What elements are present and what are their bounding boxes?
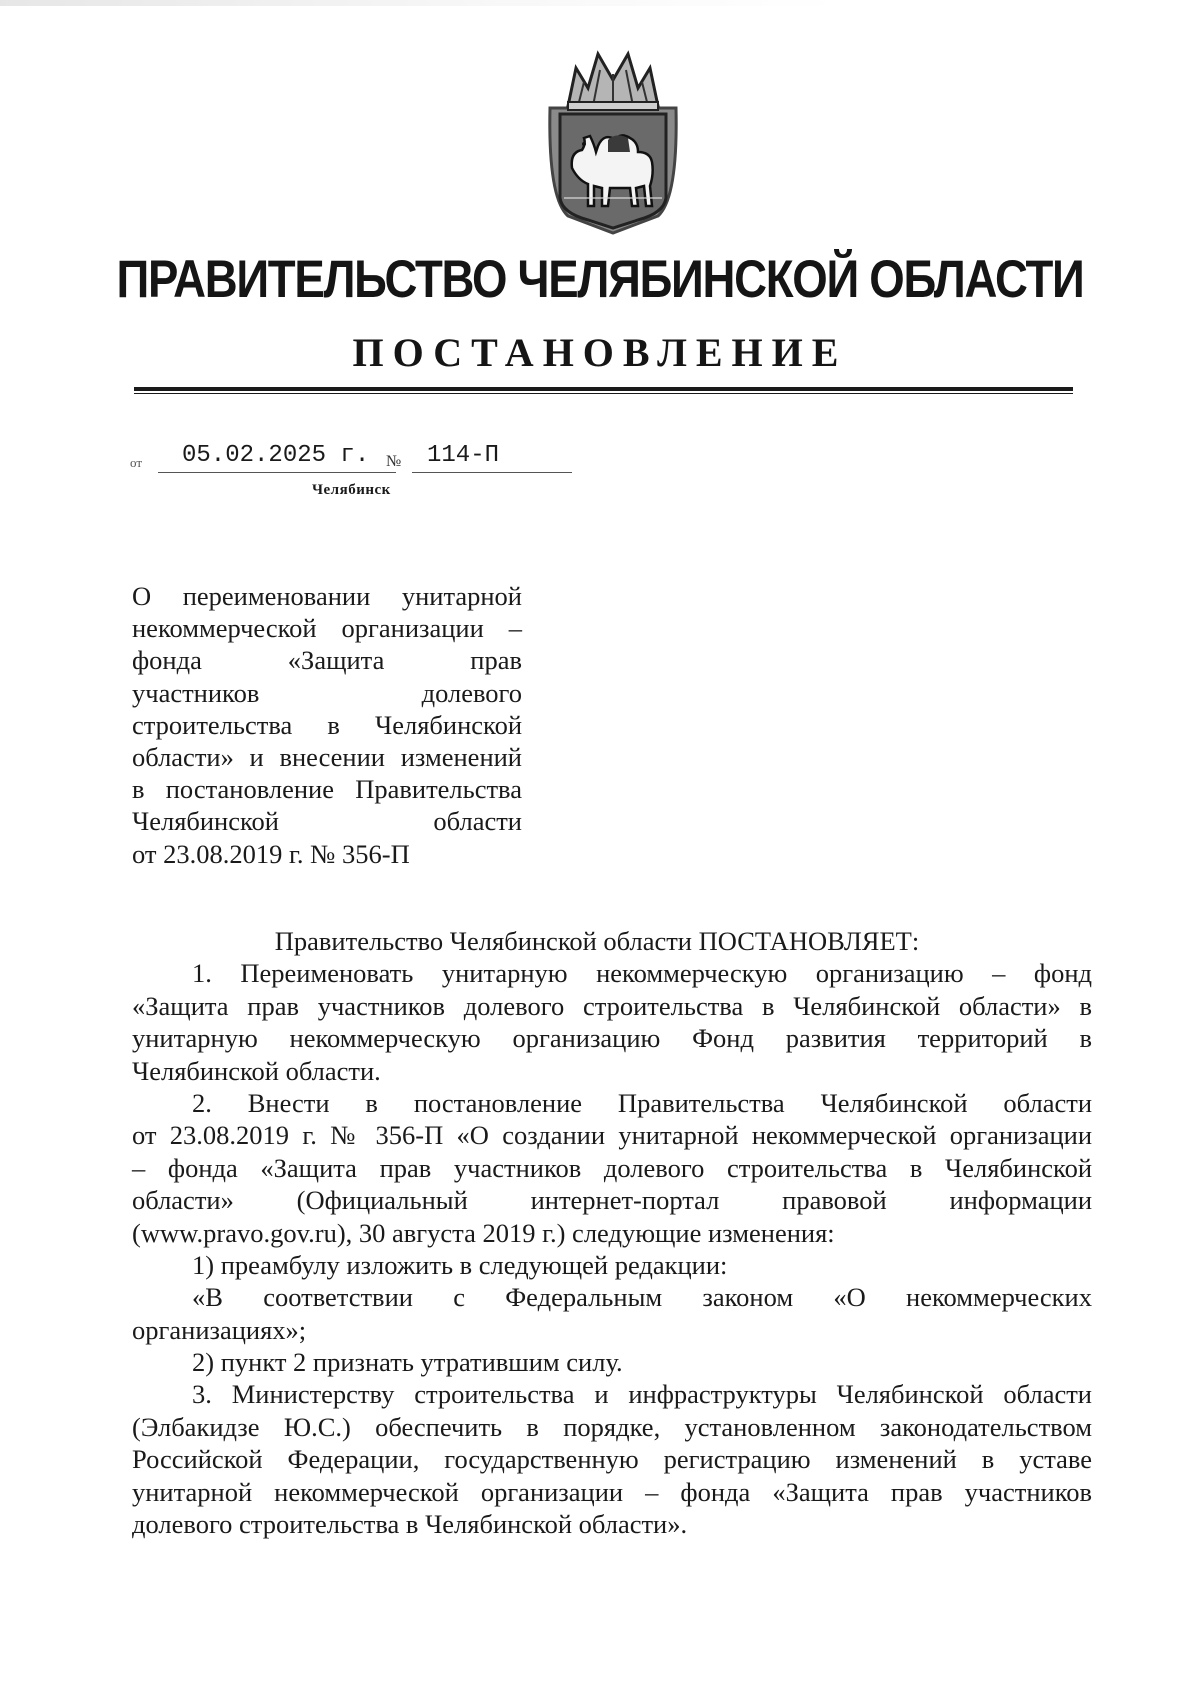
subitem-1-line: 1) преамбулу изложить в следующей редакции: bbox=[192, 1249, 728, 1280]
subject-line: в постановление Правительства bbox=[132, 774, 522, 805]
date-label: от bbox=[130, 455, 143, 470]
quote-line: организациях»; bbox=[132, 1314, 307, 1345]
subitem-2-line: 2) пункт 2 признать утратившим силу. bbox=[192, 1347, 623, 1378]
paragraph-2-line: от 23.08.2019 г. № 356-П «О создании унитарной некоммерческой организации bbox=[132, 1120, 1092, 1151]
document-type-title: ПОСТАНОВЛЕНИЕ bbox=[352, 330, 848, 375]
city-name: Челябинск bbox=[312, 482, 391, 498]
quote-line: «В соответствии с Федеральным законом «О некоммерческих bbox=[192, 1282, 1092, 1313]
document-date: 05.02.2025 г. bbox=[182, 442, 370, 469]
paragraph-1-line: «Защита прав участников долевого строительства в Челябинской области» в bbox=[132, 990, 1092, 1021]
paragraph-3-line: долевого строительства в Челябинской области». bbox=[132, 1509, 688, 1540]
paragraph-2-line: – фонда «Защита прав участников долевого строительства в Челябинской bbox=[132, 1152, 1092, 1183]
subject-line: некоммерческой организации – bbox=[132, 613, 522, 644]
paragraph-3-line: 3. Министерству строительства и инфраструктуры Челябинской области bbox=[192, 1379, 1092, 1410]
preamble: Правительство Челябинской области ПОСТАНОВЛЯЕТ: bbox=[274, 926, 920, 956]
paragraph-1-line: Челябинской области. bbox=[132, 1055, 381, 1086]
government-title: ПРАВИТЕЛЬСТВО ЧЕЛЯБИНСКОЙ ОБЛАСТИ bbox=[116, 250, 1084, 309]
registration-line bbox=[130, 442, 570, 476]
subject-line: участников долевого bbox=[132, 677, 522, 708]
paragraph-2-line: области» (Официальный интернет-портал правовой информации bbox=[132, 1185, 1092, 1216]
subject-line: О переименовании унитарной bbox=[132, 581, 522, 611]
number-label: № bbox=[386, 453, 402, 470]
subject-line: строительства в Челябинской bbox=[132, 709, 522, 740]
scan-edge-shadow bbox=[0, 0, 1200, 6]
document-body bbox=[132, 925, 1092, 1540]
header-divider-thin bbox=[134, 393, 1073, 394]
document-subject bbox=[132, 580, 522, 870]
document-number: 114-П bbox=[427, 442, 500, 469]
subject-line: фонда «Защита прав bbox=[132, 645, 522, 676]
paragraph-3-line: унитарной некоммерческой организации – фонда «Защита прав участников bbox=[132, 1476, 1092, 1507]
paragraph-2-line: (www.pravo.gov.ru), 30 августа 2019 г.) следующие изменения: bbox=[132, 1217, 835, 1248]
coat-of-arms-emblem bbox=[538, 48, 688, 238]
subject-line: Челябинской области bbox=[132, 806, 522, 837]
paragraph-1-line: 1. Переименовать унитарную некоммерческую организацию – фонд bbox=[192, 958, 1092, 989]
paragraph-3-line: Российской Федерации, государственную регистрацию изменений в уставе bbox=[132, 1444, 1092, 1475]
header-divider-thick bbox=[134, 387, 1073, 391]
number-underline bbox=[412, 472, 572, 473]
subject-line: области» и внесении изменений bbox=[132, 741, 522, 772]
paragraph-2-line: 2. Внести в постановление Правительства Челябинской области bbox=[192, 1087, 1092, 1118]
paragraph-3-line: (Элбакидзе Ю.С.) обеспечить в порядке, установленном законодательством bbox=[132, 1411, 1092, 1442]
paragraph-1-line: унитарную некоммерческую организацию Фонд развития территорий в bbox=[132, 1023, 1092, 1054]
date-underline bbox=[158, 472, 396, 473]
subject-line: от 23.08.2019 г. № 356-П bbox=[132, 838, 410, 869]
